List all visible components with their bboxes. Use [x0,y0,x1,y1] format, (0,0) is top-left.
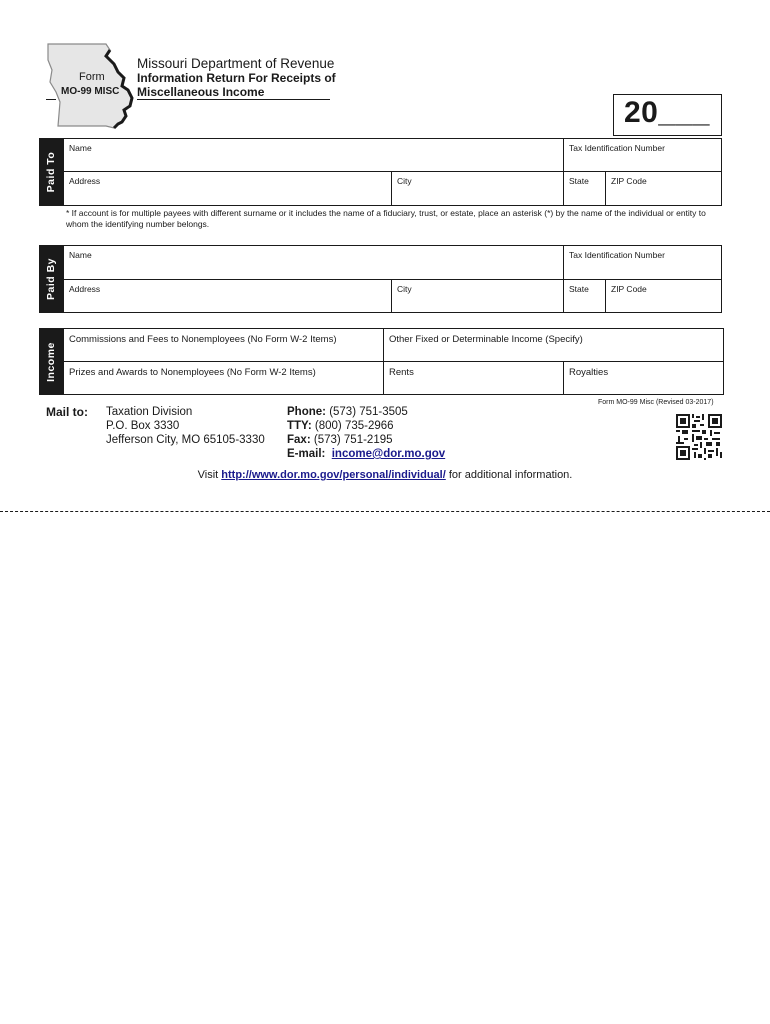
tty-line [287,419,445,433]
paid-by-tab-label: Paid By [45,257,57,301]
paid-to-zip-label: ZIP Code [611,176,647,186]
visit-suffix: for additional information. [448,469,573,481]
form-title-line2: Miscellaneous Income [137,85,265,99]
royalties-field[interactable] [563,361,724,395]
header-tick-mark [46,99,56,100]
fax-line [287,433,445,447]
paid-by-zip-field[interactable] [605,279,722,313]
prizes-awards-field[interactable] [63,361,383,395]
other-income-label: Other Fixed or Determinable Income (Specify) [389,334,583,345]
tty-label: TTY: [287,420,312,432]
paid-by-tab [39,245,63,313]
paid-by-address-field[interactable] [63,279,391,313]
paid-by-zip-label: ZIP Code [611,284,647,294]
income-tab [39,328,63,395]
paid-to-city-field[interactable] [391,171,563,206]
paid-to-tab-label: Paid To [45,151,57,193]
paid-to-section [63,138,722,206]
paid-to-address-label: Address [69,176,101,186]
fax-number: (573) 751-2195 [313,434,393,446]
tax-year-label: 20___ [624,96,710,129]
paid-to-city-label: City [397,176,412,186]
phone-number: (573) 751-3505 [329,406,408,418]
paid-by-address-label: Address [69,284,101,294]
income-tab-label: Income [45,341,57,382]
tty-number: (800) 735-2966 [314,420,394,432]
commissions-fees-field[interactable] [63,328,383,361]
paid-by-section [63,245,722,313]
phone-line [287,405,445,419]
paid-to-name-label: Name [69,143,92,153]
email-label: E-mail: [287,448,326,460]
form-revision: Form MO-99 Misc (Revised 03-2017) [598,399,714,406]
paid-by-tin-field[interactable] [563,245,722,279]
paid-by-name-label: Name [69,250,92,260]
paid-by-name-field[interactable] [63,245,563,279]
rents-field[interactable] [383,361,563,395]
other-income-field[interactable] [383,328,724,361]
paid-to-state-label: State [569,176,589,186]
paid-to-tab [39,138,63,206]
address-line2: P.O. Box 3330 [106,420,180,432]
paid-to-name-field[interactable] [63,138,563,171]
phone-label: Phone: [287,406,326,418]
title-underline [137,99,330,100]
website-link[interactable]: http://www.dor.mo.gov/personal/individual/ [221,469,446,481]
address-line3: Jefferson City, MO 65105-3330 [106,434,265,446]
paid-by-state-label: State [569,284,589,294]
paid-to-state-field[interactable] [563,171,605,206]
qr-code-icon [676,414,722,460]
fax-label: Fax: [287,434,311,446]
paid-to-tin-label: Tax Identification Number [569,143,665,153]
paid-by-city-field[interactable] [391,279,563,313]
paid-by-tin-label: Tax Identification Number [569,250,665,260]
paid-by-state-field[interactable] [563,279,605,313]
email-line [287,447,445,461]
income-section [63,328,724,395]
contact-info [287,405,445,461]
paid-to-zip-field[interactable] [605,171,722,206]
form-number: MO-99 MISC [61,86,120,97]
department-name: Missouri Department of Revenue [137,56,335,71]
multiple-payees-note: * If account is for multiple payees with different surname or it includes the name of a fiduciary, trust, or estate, place an asterisk (*) by the name of the individual or entity to whom the identifying number belongs. [66,208,706,229]
form-title-line1: Information Return For Receipts of [137,71,336,85]
mailing-address [106,405,265,447]
rents-label: Rents [389,367,414,378]
royalties-label: Royalties [569,367,609,378]
visit-line [0,469,770,481]
paid-by-city-label: City [397,284,412,294]
visit-prefix: Visit [197,469,219,481]
paid-to-tin-field[interactable] [563,138,722,171]
paid-to-address-field[interactable] [63,171,391,206]
tear-line [0,511,770,512]
prizes-awards-label: Prizes and Awards to Nonemployees (No Form W-2 Items) [69,367,316,378]
commissions-fees-label: Commissions and Fees to Nonemployees (No Form W-2 Items) [69,334,337,345]
address-line1: Taxation Division [106,406,193,418]
mail-to-label: Mail to: [46,405,88,419]
email-link[interactable]: income@dor.mo.gov [331,448,446,460]
form-label: Form [79,71,105,83]
